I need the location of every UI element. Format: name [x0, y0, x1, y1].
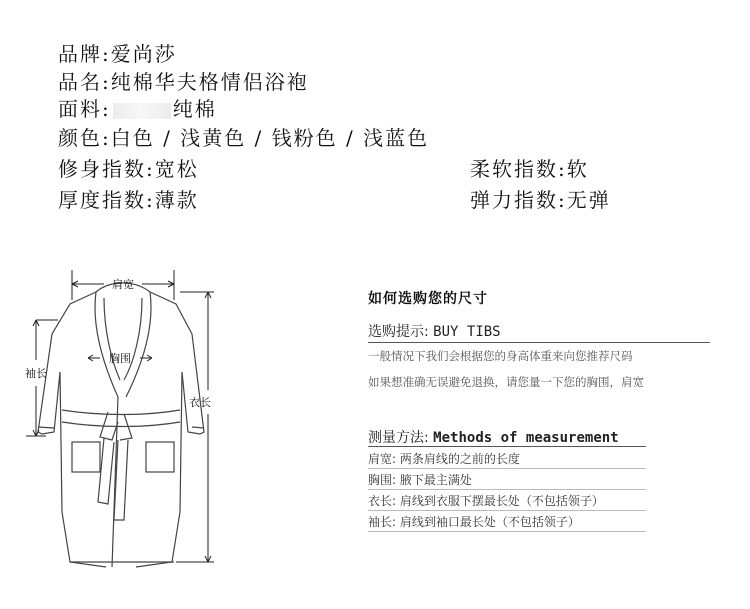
divider — [368, 468, 646, 469]
label-shoulder: 肩宽 — [112, 278, 134, 291]
measure-length-key: 衣长: — [368, 494, 397, 508]
label-chest: 胸围 — [109, 352, 131, 365]
method-heading — [368, 427, 619, 447]
spec-colors: 颜色:白色 / 浅黄色 / 钱粉色 / 浅蓝色 — [58, 126, 430, 150]
tip-line-2: 如果想准确无误避免退换，请您量一下您的胸围，肩宽 — [368, 375, 644, 389]
measure-sleeve — [368, 513, 580, 530]
size-guide-title: 如何选购您的尺寸 — [368, 291, 488, 307]
tip-heading — [368, 321, 501, 341]
label-sleeve: 袖长 — [25, 367, 47, 380]
spec-thickness: 厚度指数:薄款 — [58, 188, 199, 212]
measure-chest-key: 胸围: — [368, 473, 397, 487]
robe-outline-icon — [38, 283, 204, 567]
measure-chest — [368, 471, 472, 488]
divider — [368, 446, 646, 447]
spec-elasticity: 弹力指数:无弹 — [470, 188, 611, 212]
measure-shoulder-value: 两条肩线的之前的长度 — [399, 452, 520, 466]
spec-fabric-label: 面料: — [58, 97, 111, 121]
measure-length-value: 肩线到衣服下摆最长处（不包括领子） — [399, 494, 604, 508]
robe-diagram — [0, 262, 230, 602]
spec-fabric — [58, 93, 217, 122]
spec-fit: 修身指数:宽松 — [58, 157, 199, 181]
method-label-en: Methods of measurement — [433, 430, 619, 446]
spec-fabric-value: 纯棉 — [172, 97, 217, 121]
tip-label-en: BUY TIBS — [433, 324, 501, 340]
blurred-region — [113, 103, 171, 119]
tip-label: 选购提示: — [368, 324, 429, 340]
label-length: 衣长 — [189, 396, 211, 409]
measure-sleeve-value: 肩线到袖口最长处（不包括领子） — [399, 515, 580, 529]
divider — [368, 489, 646, 490]
divider — [368, 531, 646, 532]
method-label: 测量方法: — [368, 430, 429, 446]
spec-brand: 品牌:爱尚莎 — [58, 42, 177, 66]
divider — [368, 342, 710, 343]
spec-softness: 柔软指数:软 — [470, 157, 589, 181]
measure-chest-value: 腋下最主满处 — [399, 473, 472, 487]
spec-product-name: 品名:纯棉华夫格情侣浴袍 — [58, 70, 309, 94]
measure-sleeve-key: 袖长: — [368, 515, 397, 529]
measure-shoulder-key: 肩宽: — [368, 452, 397, 466]
divider — [368, 510, 646, 511]
measure-length — [368, 492, 604, 509]
measure-shoulder — [368, 450, 520, 467]
tip-line-1: 一般情况下我们会根据您的身高体重来向您推荐尺码 — [368, 349, 633, 363]
